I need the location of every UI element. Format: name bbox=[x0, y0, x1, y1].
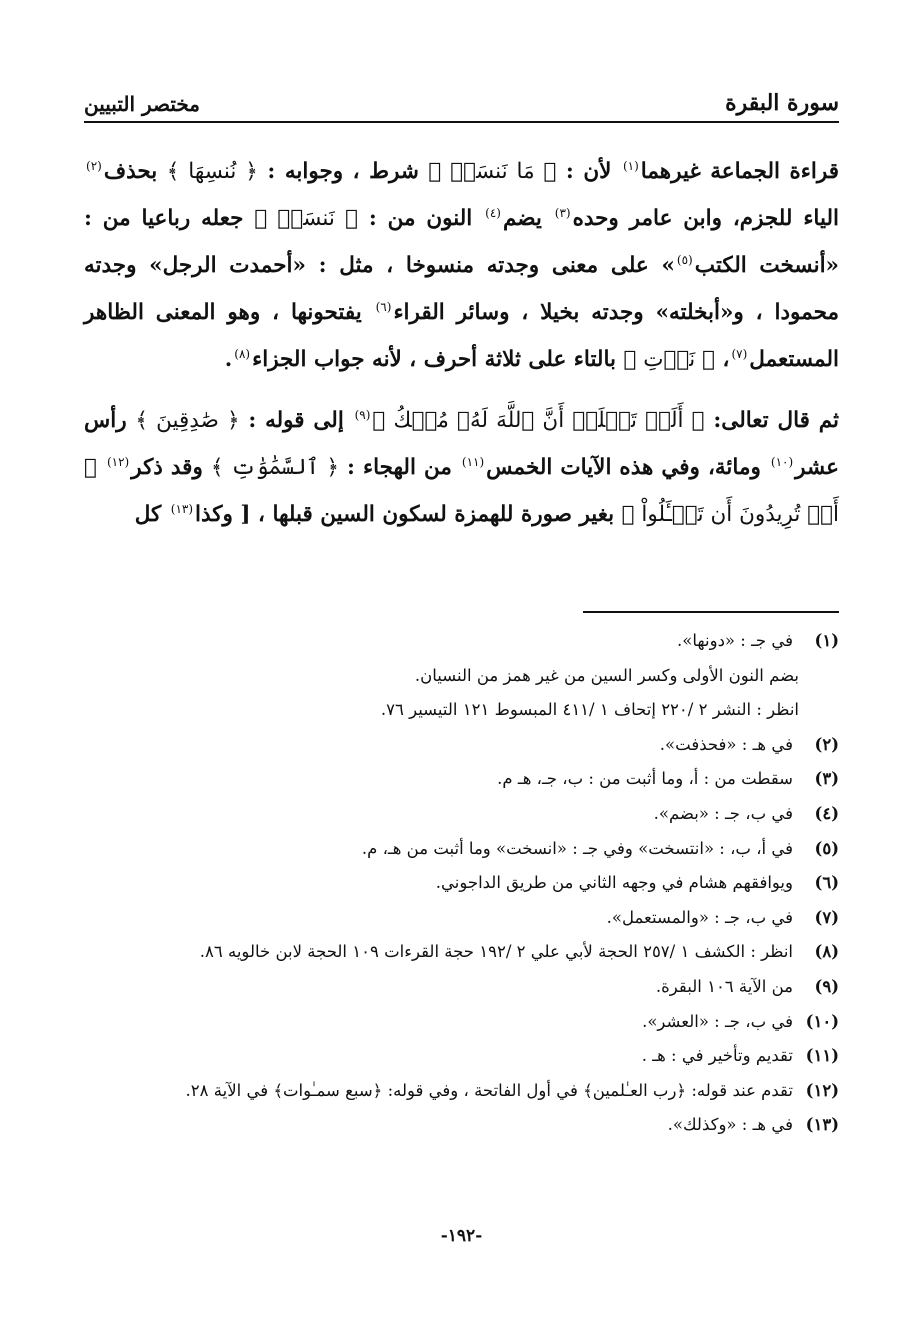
footnote bbox=[84, 1108, 839, 1143]
footnote bbox=[84, 866, 839, 901]
footnote bbox=[84, 1005, 839, 1040]
footnote-number: (٥) bbox=[814, 838, 839, 858]
footnote-text: من الآية ١٠٦ البقرة. bbox=[655, 976, 793, 996]
footnote bbox=[84, 935, 839, 970]
text-run: لأن : bbox=[556, 159, 621, 184]
text-run: قراءة الجماعة غيرهما bbox=[640, 159, 839, 184]
footnote-number: (٣) bbox=[814, 769, 839, 789]
quran-quote: ﴿ مَا نَنسَخۡ ﴾ bbox=[428, 159, 557, 184]
footnote-ref: (٧) bbox=[731, 346, 748, 361]
quran-quote: ﴿ صَٰدِقِينَ ﴾ bbox=[135, 408, 240, 433]
footnote bbox=[84, 1074, 839, 1109]
footnote bbox=[84, 728, 839, 763]
footnote bbox=[84, 832, 839, 867]
footnote-text: في جـ : «دونها». bbox=[677, 631, 793, 650]
quran-quote: ﴿ نَنسَخۡ ﴾ bbox=[254, 206, 358, 231]
footnote-text: في أ، ب، : «انتسخت» وفي جـ : «انسخت» وما أثبت من هـ، م. bbox=[361, 838, 793, 858]
footnote-ref: (٩) bbox=[354, 407, 371, 422]
text-run: ، bbox=[715, 347, 730, 372]
footnote-text: في هـ : «وكذلك». bbox=[667, 1115, 793, 1135]
text-run: ثم قال تعالى: bbox=[704, 408, 839, 433]
text-run: شرط ، وجوابه : bbox=[257, 159, 429, 184]
text-run: كل bbox=[134, 502, 169, 527]
footnote-text: في ب، جـ : «العشر». bbox=[642, 1011, 793, 1031]
footnote-text: تقدم عند قوله: ﴿رب العـٰلمين﴾ في أول الفاتحة ، وفي قوله: ﴿سبع سمـٰوات﴾ في الآية ٢٨. bbox=[185, 1080, 793, 1100]
footnote-number: (١) bbox=[814, 631, 839, 650]
main-text bbox=[84, 148, 839, 538]
running-header bbox=[84, 82, 839, 116]
footnote bbox=[84, 901, 839, 936]
text-run: بالتاء على ثلاثة أحرف ، لأنه جواب الجزاء bbox=[252, 347, 624, 372]
quran-quote: ﴿ نَأۡتِ ﴾ bbox=[623, 347, 716, 372]
paragraph-2 bbox=[84, 397, 839, 538]
footnote-text: سقطت من : أ، وما أثبت من : ب، جـ، هـ م. bbox=[497, 769, 793, 789]
text-run: الياء للجزم، وابن عامر وحده bbox=[572, 206, 839, 231]
footnote bbox=[84, 1039, 839, 1074]
footnote-number: (٨) bbox=[814, 942, 839, 962]
footnote-number: (١٣) bbox=[805, 1115, 839, 1135]
footnote-ref: (١١) bbox=[461, 454, 485, 469]
footnote-ref: (١) bbox=[622, 158, 639, 173]
footnote-continuation: انظر : النشر ٢ /٢٢٠ إتحاف ١ /٤١١ المبسوط ١٢١ التيسير ٧٦. bbox=[380, 700, 799, 720]
footnote-text: في ب، جـ : «والمستعمل». bbox=[606, 907, 793, 927]
footnote-text: ويوافقهم هشام في وجهه الثاني من طريق الداجوني. bbox=[435, 873, 793, 893]
footnotes bbox=[84, 624, 839, 1143]
page-number: -١٩٢- bbox=[440, 1226, 483, 1246]
text-run: النون من : bbox=[357, 206, 484, 231]
footnote-number: (١٢) bbox=[805, 1080, 839, 1100]
paragraph-1 bbox=[84, 148, 839, 383]
footnote-text: في ب، جـ : «بضم». bbox=[653, 803, 793, 823]
text-run: . bbox=[224, 347, 233, 372]
footnote-number: (١١) bbox=[805, 1046, 839, 1066]
footnote-number: (٧) bbox=[814, 907, 839, 927]
quran-quote: ﴿ أَلَمۡ تَعۡلَمۡ أَنَّ ٱللَّهَ لَهُۥ مُلۡكُ ﴾ bbox=[372, 408, 705, 433]
text-run: رأس عشر bbox=[84, 408, 840, 480]
text-run: بحذف bbox=[103, 159, 167, 184]
footnote-ref: (١٠) bbox=[770, 454, 794, 469]
footnote-number: (٩) bbox=[814, 976, 839, 996]
quran-quote: ﴿ أَمۡ تُرِيدُونَ أَن تَسۡـَٔلُواْ ﴾ bbox=[84, 455, 839, 527]
header-rule bbox=[84, 121, 839, 123]
surah-title: سورة البقرة bbox=[725, 90, 839, 116]
footnote-ref: (١٣) bbox=[170, 501, 194, 516]
footnote-text: تقديم وتأخير في : هـ . bbox=[641, 1046, 793, 1066]
text-run: وقد ذكر bbox=[131, 455, 211, 480]
footnote-ref: (٣) bbox=[554, 205, 571, 220]
footnote-ref: (٢) bbox=[86, 158, 102, 173]
footnote-text: في هـ : «فحذفت». bbox=[659, 734, 793, 754]
footnote bbox=[84, 624, 839, 659]
footnote bbox=[84, 797, 839, 832]
footnote-number: (١٠) bbox=[805, 1011, 839, 1031]
footnote-number: (٤) bbox=[814, 803, 839, 823]
footnote bbox=[84, 970, 839, 1005]
text-run: جعله رباعيا من : «أنسخت الكتب bbox=[84, 206, 839, 278]
footnote-ref: (١٢) bbox=[106, 454, 130, 469]
text-run: إلى قوله : bbox=[239, 408, 353, 433]
quran-quote: ﴿ ٱلسَّمَٰوَٰتِ ﴾ bbox=[210, 455, 339, 480]
text-run: يفتحونها ، وهو المعنى الظاهر المستعمل bbox=[84, 300, 839, 372]
book-title: مختصر التبيين bbox=[84, 92, 201, 116]
footnote-ref: (٥) bbox=[676, 252, 693, 267]
footnote bbox=[84, 762, 839, 797]
footnote-continuation: بضم النون الأولى وكسر السين من غير همز من النسيان. bbox=[414, 665, 799, 685]
text-run: ومائة، وفي هذه الآيات الخمس bbox=[486, 455, 769, 480]
footnote-ref: (٨) bbox=[234, 346, 251, 361]
text-run: يضم bbox=[502, 206, 553, 231]
footnote-number: (٢) bbox=[814, 734, 839, 754]
text-run bbox=[97, 455, 105, 480]
footnote-ref: (٤) bbox=[485, 205, 501, 220]
text-run: بغير صورة للهمزة لسكون السين قبلها ، [ وكذا bbox=[195, 502, 622, 527]
footnote-rule bbox=[583, 611, 839, 613]
footnote-text: انظر : الكشف ١ /٢٥٧ الحجة لأبي علي ٢ /١٩٢ حجة القرءات ١٠٩ الحجة لابن خالويه ٨٦. bbox=[199, 942, 793, 962]
footnote-number: (٦) bbox=[814, 873, 839, 893]
text-run: » على معنى وجدته منسوخا ، مثل : «أحمدت الرجل» وجدته محمودا ، و«أبخلته» وجدته بخيلا ، وسائر القراء bbox=[84, 253, 839, 325]
text-run: من الهجاء : bbox=[339, 455, 460, 480]
footnote-ref: (٦) bbox=[375, 299, 392, 314]
quran-quote: ﴿ نُنسِهَا ﴾ bbox=[166, 159, 258, 184]
